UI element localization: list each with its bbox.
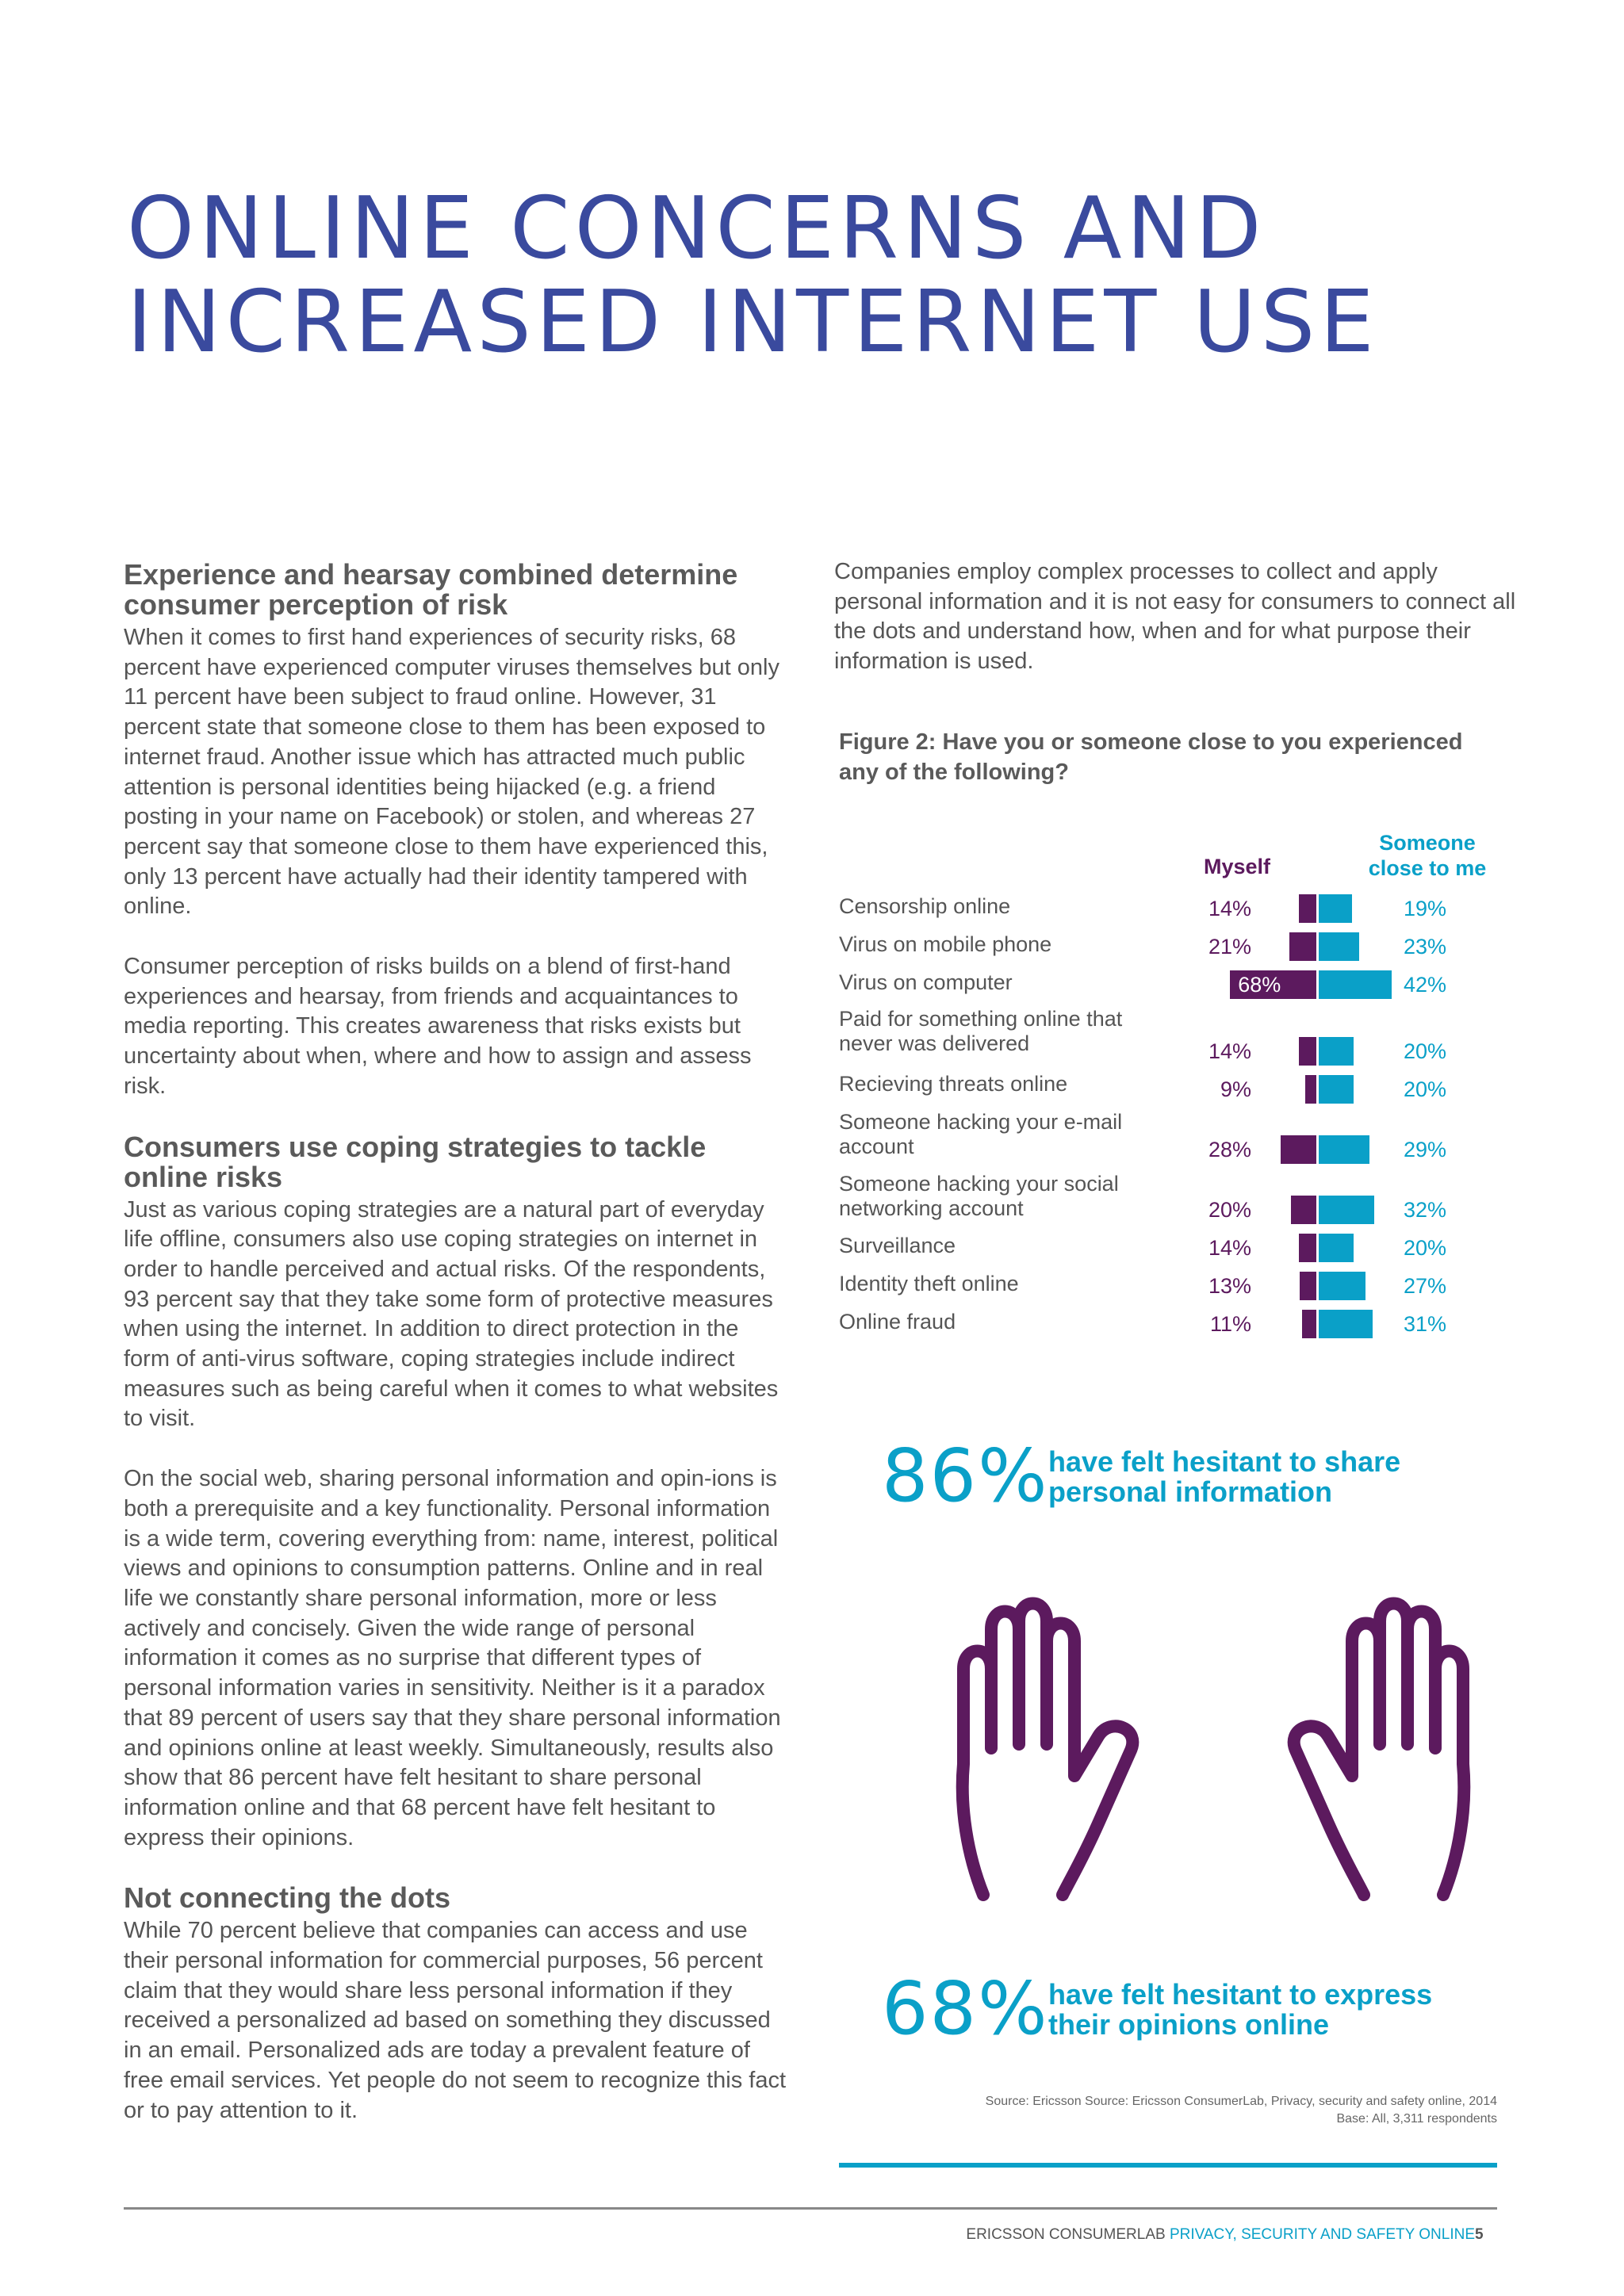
chart-category-label: Virus on mobile phone [839,932,1052,956]
paragraph-dots: While 70 percent believe that companies can access and use their personal information for commercial purposes, 56 percent claim that they would share less personal information if they received a personalized ad based on something they discussed in an email. Personalized ads are today a prevalent feature of free email services. Yet people do not seem to recognize this fact or to pay attention to it. [124,1918,787,2123]
value-label-myself: 21% [1208,935,1251,959]
value-label-someone-close: 29% [1404,1138,1447,1161]
source-line: Source: Ericsson Source: Ericsson ConsumerLab, Privacy, security and safety online, 2014 [985,2095,1497,2108]
teal-divider [839,2163,1497,2168]
chart-category-label: Paid for something online that never was delivered [839,1007,1123,1055]
value-label-someone-close: 23% [1404,935,1447,959]
value-label-someone-close: 20% [1404,1077,1447,1101]
legend-someone-close: Someone close to me [1368,831,1487,880]
bar-someone-close [1319,1272,1365,1300]
bar-someone-close [1319,1234,1354,1262]
chart-category-label: Identity theft online [839,1272,1019,1295]
bar-someone-close [1319,894,1352,923]
chart-category-label: Someone hacking your social networking account [839,1172,1119,1220]
bar-myself [1299,1037,1316,1066]
footer-publication [714,2226,1475,2244]
section-heading-dots: Not connecting the dots [124,1881,450,1915]
bar-myself [1289,932,1316,961]
chart-category-label: Recieving threats online [839,1072,1068,1096]
value-label-someone-close: 27% [1404,1274,1447,1298]
paragraph-social-web: On the social web, sharing personal information and opin-ions is both a prerequisite and a key functionality. Personal information is a wide term, covering everything from: name, interest, political views and opinions to consumption patterns. Online and in real life we constantly share personal information, more or less actively and concisely. Given the wide range of personal information it comes as no surprise that different types of personal information varies in sensitivity. Neither is it a paradox that 89 percent of users say that they share personal information and opinions online at least weekly. Simultaneously, results also show that 86 percent have felt hesitant to share personal information online and that 68 percent have felt hesitant to express their opinions. [124,1466,781,1850]
value-label-myself: 9% [1220,1077,1251,1101]
value-label-someone-close: 32% [1404,1198,1447,1222]
left-column [124,560,790,2126]
page-title-line-1: ONLINE CONCERNS AND [127,179,1266,278]
value-label-myself: 14% [1208,1039,1251,1063]
bar-myself [1291,1196,1316,1224]
chart-category-label: Surveillance [839,1234,956,1257]
stat-86-text: have felt hesitant to share personal information [1048,1445,1401,1508]
footer-report-title: PRIVACY, SECURITY AND SAFETY ONLINE [1169,2226,1475,2243]
right-intro-paragraph: Companies employ complex processes to collect and apply personal information and it is not easy for consumers to connect all the dots and understand how, when and for what purpose their information is used. [834,559,1516,675]
chart-category-label: Someone hacking your e-mail account [839,1110,1123,1158]
chart-category-label: Online fraud [839,1310,956,1334]
paragraph-perception: Consumer perception of risks builds on a blend of first-hand experiences and hearsay, from friends and acquaintances to media reporting. This creates awareness that risks exists but uncertainty about when, where and how to assign and assess risk. [124,954,752,1099]
stat-86-value: 86% [882,1433,1049,1518]
stat-68-text: have felt hesitant to express their opinions online [1048,1978,1433,2041]
value-label-myself: 11% [1209,1312,1251,1336]
bar-myself [1299,1234,1316,1262]
value-label-myself: 14% [1208,1236,1251,1260]
source-note [872,2093,1497,2128]
paragraph-coping: Just as various coping strategies are a natural part of everyday life offline, consumers also use coping strategies on internet in order to handle perceived and actual risks. Of the respondents, 93 percent say that they take some form of protective measures when using the internet. In addition to direct protection in the form of anti-virus software, coping strategies include indirect measures such as being careful when it comes to what websites to visit. [124,1196,779,1432]
page-title [127,179,1396,372]
bar-someone-close [1319,1075,1354,1104]
bar-myself [1300,1272,1316,1300]
hands-icon [936,1594,1491,1911]
page-title-line-2: INCREASED INTERNET USE [127,273,1379,372]
page-number: 5 [1475,2226,1484,2243]
value-label-myself: 13% [1208,1274,1251,1298]
bar-someone-close [1319,1135,1369,1164]
value-label-someone-close: 31% [1404,1312,1447,1336]
bar-someone-close [1319,932,1359,961]
footer-brand: ERICSSON CONSUMERLAB [966,2226,1166,2243]
value-label-myself: 14% [1208,897,1251,920]
value-label-someone-close: 42% [1404,973,1447,997]
footer-divider [124,2207,1497,2210]
section-heading-experience: Experience and hearsay combined determine consumer perception of risk [124,558,738,621]
bar-someone-close [1319,1037,1354,1066]
bar-myself [1281,1135,1316,1164]
value-label-someone-close: 19% [1404,897,1447,920]
base-line: Base: All, 3,311 respondents [1336,2112,1497,2126]
raised-hands-illustration [936,1594,1491,1915]
chart-category-label: Censorship online [839,894,1011,918]
paragraph-experience: When it comes to first hand experiences of security risks, 68 percent have experienced computer viruses themselves but only 11 percent have been subject to fraud online. However, 31 percent state that someone close to them has been exposed to internet fraud. Another issue which has attracted much public attention is personal identities being hijacked (e.g. a friend posting in your name on Facebook) or stolen, and whereas 27 percent say that someone close to them have experienced this, only 13 percent have actually had their identity tampered with online. [124,625,779,920]
value-label-myself: 20% [1208,1198,1251,1222]
chart-category-label: Virus on computer [839,970,1013,994]
value-label-myself: 28% [1208,1138,1251,1161]
section-heading-coping: Consumers use coping strategies to tackle online risks [124,1130,707,1193]
value-label-myself: 68% [1238,973,1281,997]
bar-myself [1299,894,1316,923]
chart-title: Figure 2: Have you or someone close to you experienced any of the following? [839,729,1463,785]
bar-myself [1302,1310,1316,1338]
legend-myself: Myself [1203,855,1271,878]
value-label-someone-close: 20% [1404,1236,1447,1260]
bar-myself [1305,1075,1316,1104]
stat-68-value: 68% [882,1966,1049,2051]
value-label-someone-close: 20% [1404,1039,1447,1063]
bar-someone-close [1319,1196,1374,1224]
bar-someone-close [1319,1310,1373,1338]
